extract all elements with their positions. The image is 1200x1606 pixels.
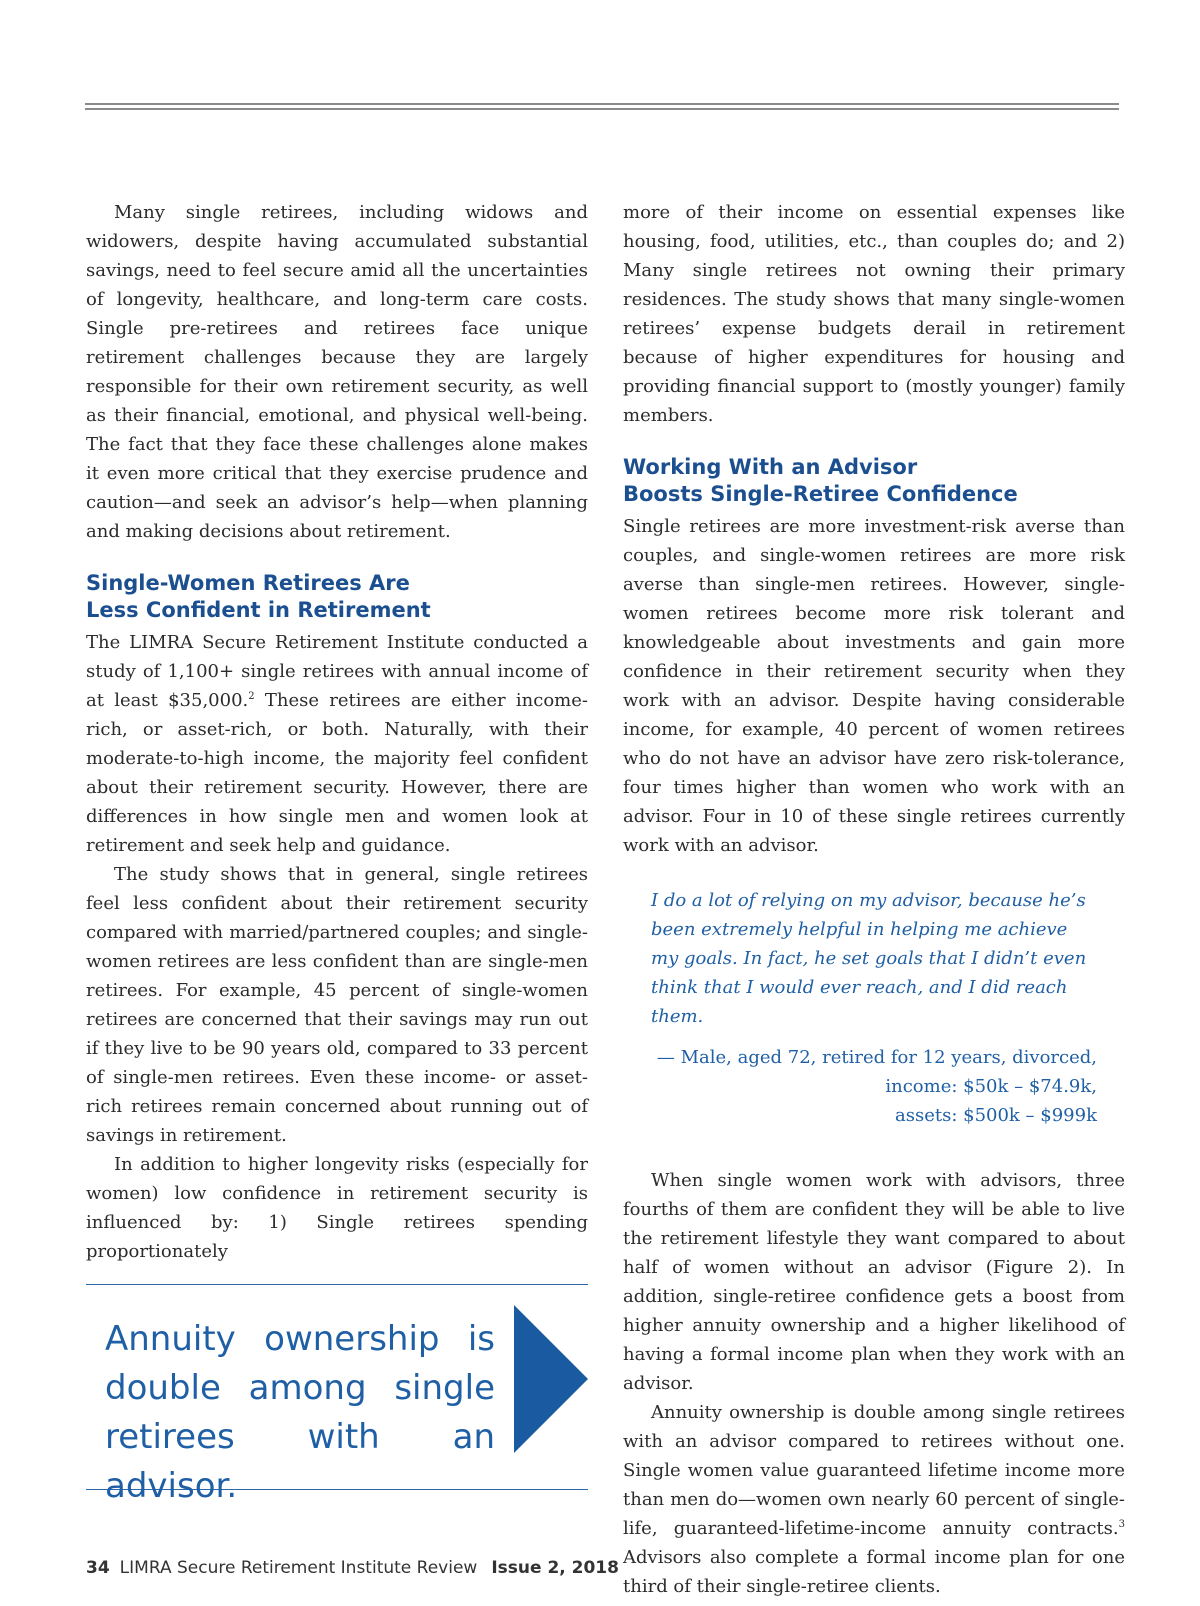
right-paragraph-4 <box>623 1398 1125 1601</box>
left-paragraph-4: In addition to higher longevity risks (especially for women) low confidence in retirement security is influenced by: 1) Single retirees spending proportionately <box>86 1154 588 1262</box>
section-heading-single-women <box>86 570 588 624</box>
pull-quote <box>651 886 1097 1130</box>
paragraph-text-cont: These retirees are either income-rich, or asset-rich, or both. Naturally, with their moderate-to-high income, the majority feel confident about their retirement security. However, there are differences in how single men and women look at retirement and seek help and guidance. <box>86 690 588 856</box>
right-column <box>623 198 1125 1601</box>
header-rule-secondary <box>85 108 1119 110</box>
left-paragraph-1: Many single retirees, including widows and widowers, despite having accumulated substantial savings, need to feel secure amid all the uncertainties of longevity, healthcare, and long-term care costs. Single pre-retirees and retirees face unique retirement challenges because they are largely responsible for their own retirement security, as well as their financial, emotional, and physical well-being. The fact that they face these challenges alone makes it even more critical that they exercise prudence and caution—and seek an advisor’s help—when planning and making decisions about retirement. <box>86 202 588 542</box>
heading-line-2: Less Confident in Retirement <box>86 598 431 622</box>
play-triangle-icon <box>514 1305 588 1453</box>
callout-box <box>86 1284 588 1506</box>
attribution-line-2: income: $50k – $74.9k, <box>885 1076 1097 1097</box>
right-paragraph-1: more of their income on essential expenses like housing, food, utilities, etc., than couples do; and 2) Many single retirees not owning their primary residences. The study shows that many single-women retirees’ expense budgets derail in retirement because of higher expenditures for housing and providing financial support to (mostly younger) family members. <box>623 202 1125 426</box>
heading-line-1: Single-Women Retirees Are <box>86 571 410 595</box>
attribution-line-1: — Male, aged 72, retired for 12 years, divorced, <box>656 1047 1097 1068</box>
left-paragraph-2 <box>86 628 588 860</box>
paragraph-text-cont: Advisors also complete a formal income plan for one third of their single-retiree clients. <box>623 1547 1125 1597</box>
left-column <box>86 198 588 1266</box>
left-paragraph-3: The study shows that in general, single retirees feel less confident about their retirement security compared with married/partnered couples; and single-women retirees are less confident than are single-men retirees. For example, 45 percent of single-women retirees are concerned that their savings may run out if they live to be 90 years old, compared to 33 percent of single-men retirees. Even these income- or asset-rich retirees remain concerned about running out of savings in retirement. <box>86 864 588 1146</box>
callout-text: Annuity ownership is double among single retirees with an advisor. <box>105 1319 495 1506</box>
quote-text: I do a lot of relying on my advisor, because he’s been extremely helpful in helping me achieve my goals. In fact, he set goals that I didn’t even think that I would ever reach, and I did reach them. <box>651 890 1087 1027</box>
footnote-ref-2: 2 <box>248 691 255 702</box>
quote-attribution <box>651 1043 1097 1130</box>
publication-title: LIMRA Secure Retirement Institute Review <box>119 1558 478 1578</box>
issue-label: Issue 2, 2018 <box>491 1558 619 1578</box>
page-number: 34 <box>86 1558 110 1578</box>
page-footer <box>86 1558 619 1578</box>
paragraph-text: Annuity ownership is double among single retirees with an advisor compared to retirees without one. Single women value guaranteed lifetime income more than men do—women own nearly 60 percent of single-life, guaranteed-lifetime-income annuity contracts. <box>623 1402 1125 1539</box>
heading-line-2: Boosts Single-Retiree Confidence <box>623 482 1018 506</box>
attribution-line-3: assets: $500k – $999k <box>895 1105 1097 1126</box>
heading-line-1: Working With an Advisor <box>623 455 918 479</box>
header-rule <box>85 103 1119 105</box>
right-paragraph-3: When single women work with advisors, three fourths of them are confident they will be able to live the retirement lifestyle they want compared to about half of women without an advisor (Figure 2). In addition, single-retiree confidence gets a boost from higher annuity ownership and a higher likelihood of having a formal income plan when they work with an advisor. <box>623 1170 1125 1394</box>
footnote-ref-3: 3 <box>1118 1519 1125 1530</box>
section-heading-working-with-advisor <box>623 454 1125 508</box>
right-paragraph-2: Single retirees are more investment-risk averse than couples, and single-women retirees are more risk averse than single-men retirees. However, single-women retirees become more risk tolerant and knowledgeable about investments and gain more confidence in their retirement security when they work with an advisor. Despite having considerable income, for example, 40 percent of women retirees who do not have an advisor have zero risk-tolerance, four times higher than women who work with an advisor. Four in 10 of these single retirees currently work with an advisor. <box>623 516 1125 856</box>
paragraph-text: The LIMRA Secure Retirement Institute conducted a study of 1,100+ single retirees with annual income of at least $35,000. <box>86 632 588 711</box>
